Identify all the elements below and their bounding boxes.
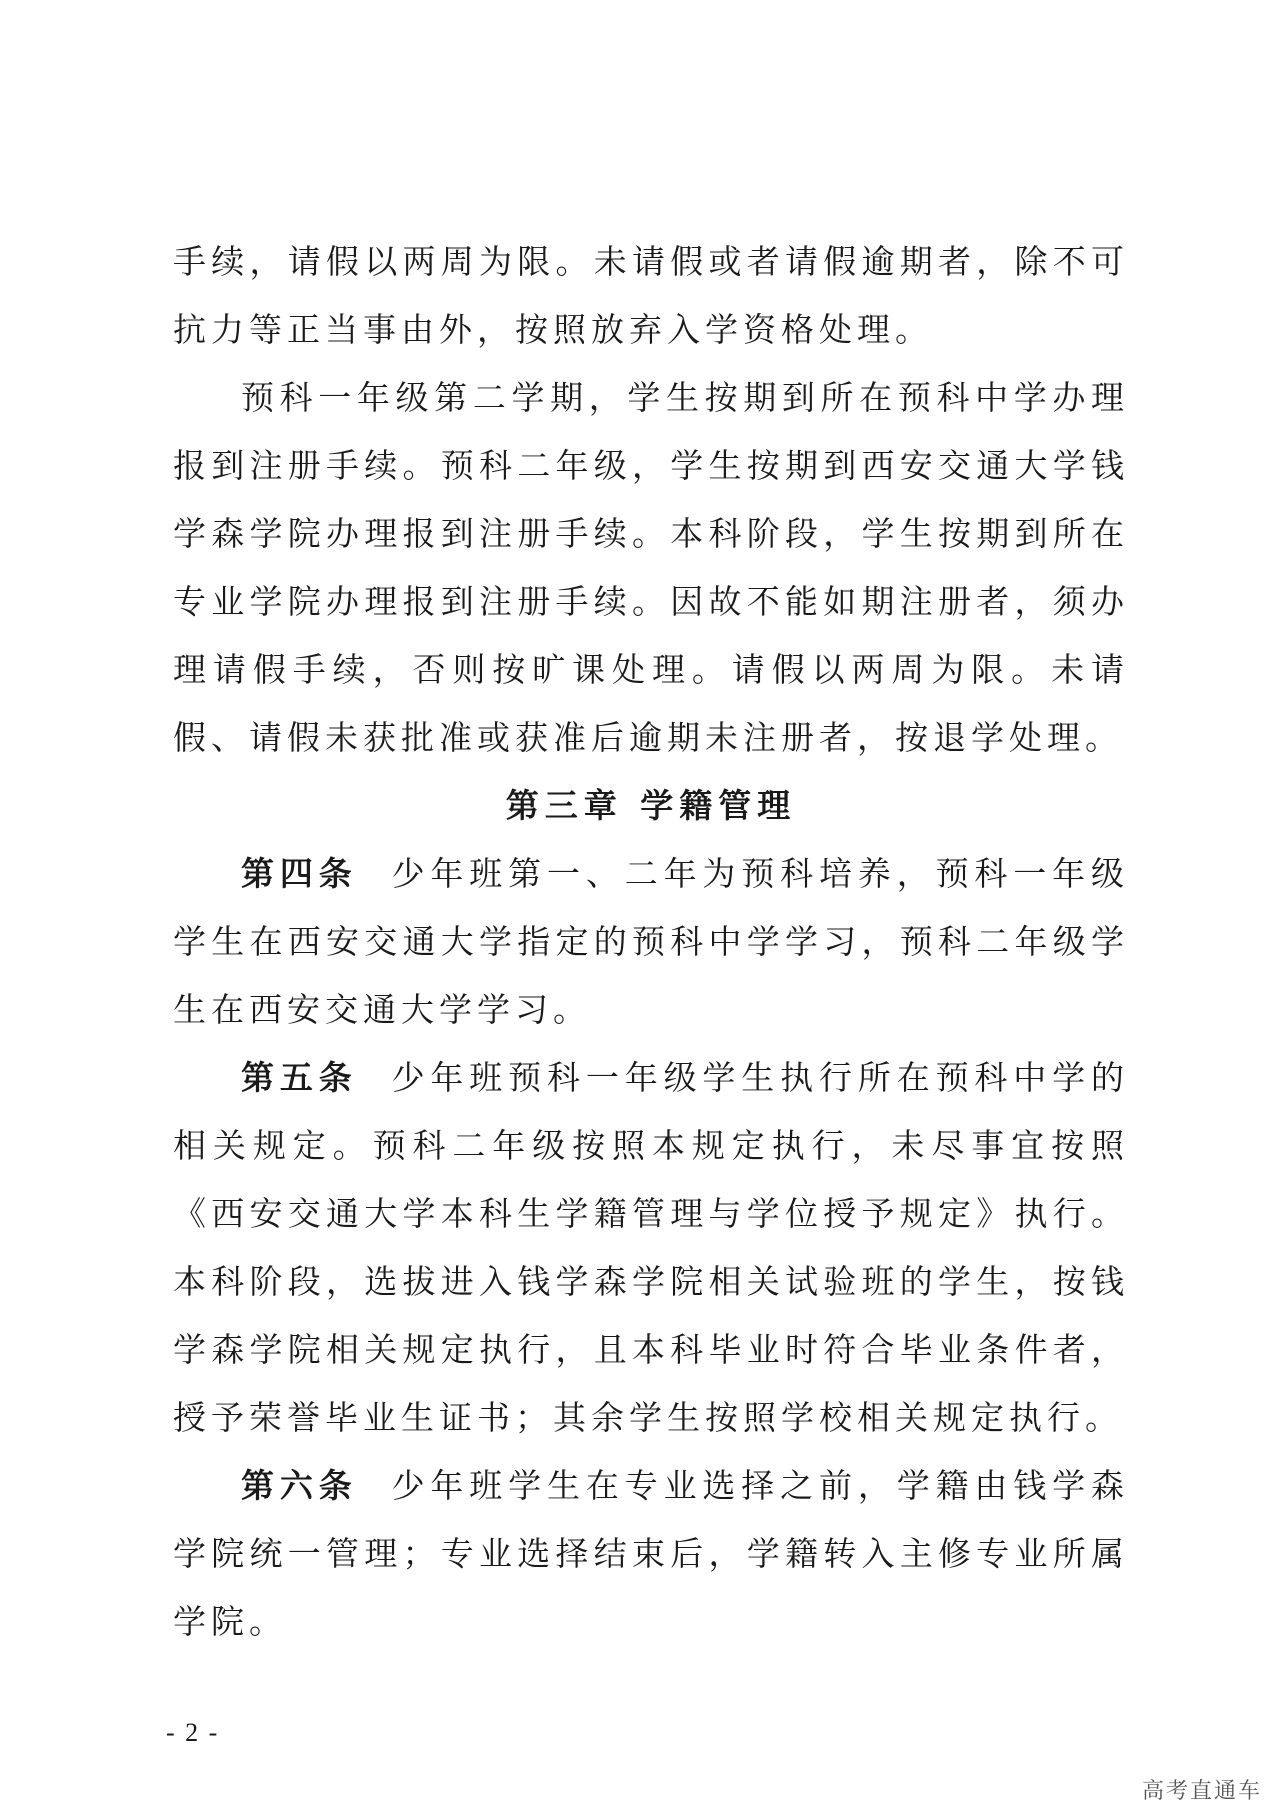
article-text: 少年班预科一年级学生执行所在预科中学的相关规定。预科二年级按照本规定执行，未尽事宜按照《西安交通大学本科生学籍管理与学位授予规定》执行。本科阶段，选拔进入钱学森学院相关试验班的学生，按钱学森学院相关规定执行，且本科毕业时符合毕业条件者，授予荣誉毕业生证书；其余学生按照学校相关规定执行。 xyxy=(173,1058,1130,1437)
article-label: 第四条 xyxy=(241,854,358,893)
article-4 xyxy=(173,840,1129,1044)
article-text: 少年班学生在专业选择之前，学籍由钱学森学院统一管理；专业选择结束后，学籍转入主修专业所属学院。 xyxy=(173,1466,1130,1641)
article-text: 少年班第一、二年为预科培养，预科一年级学生在西安交通大学指定的预科中学学习，预科二年级学生在西安交通大学学习。 xyxy=(173,854,1130,1029)
document-body xyxy=(173,228,1129,1656)
article-label: 第五条 xyxy=(241,1058,358,1097)
watermark-text: 高考直通车 xyxy=(1141,1779,1262,1804)
chapter-title: 第三章 学籍管理 xyxy=(505,786,797,825)
article-label: 第六条 xyxy=(241,1466,358,1505)
paragraph-registration: 预科一年级第二学期，学生按期到所在预科中学办理报到注册手续。预科二年级，学生按期到西安交通大学钱学森学院办理报到注册手续。本科阶段，学生按期到所在专业学院办理报到注册手续。因故不能如期注册者，须办理请假手续，否则按旷课处理。请假以两周为限。未请假、请假未获批准或获准后逾期未注册者，按退学处理。 xyxy=(173,378,1129,757)
article-6 xyxy=(173,1452,1129,1656)
page-number: - 2 - xyxy=(166,1718,220,1747)
article-5 xyxy=(173,1044,1129,1452)
paragraph-continuation: 手续，请假以两周为限。未请假或者请假逾期者，除不可抗力等正当事由外，按照放弃入学资格处理。 xyxy=(173,242,1129,349)
